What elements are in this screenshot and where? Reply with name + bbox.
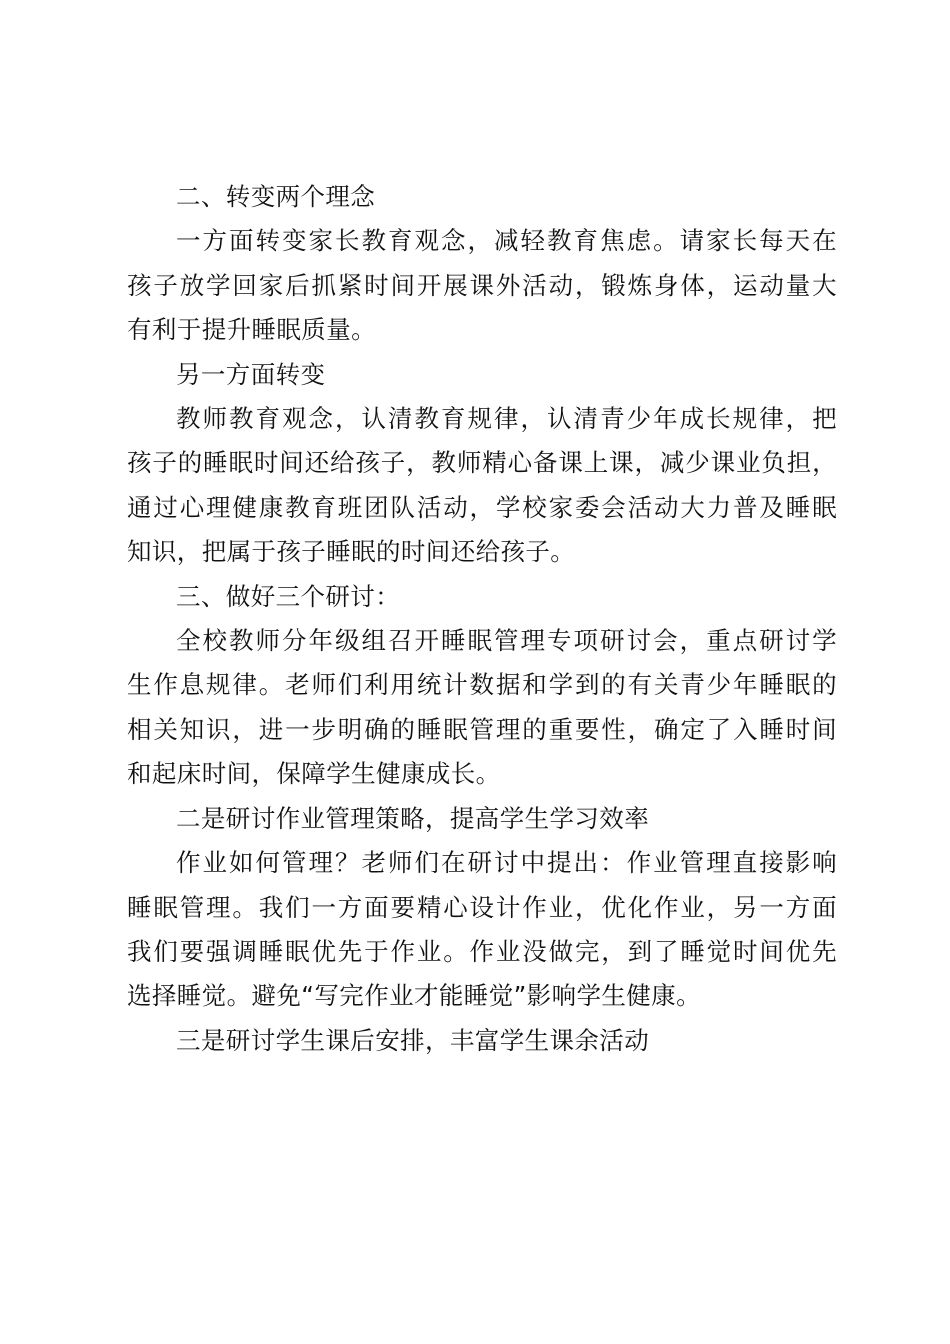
document-body [127, 175, 837, 1063]
paragraph-homework-management [127, 841, 837, 1019]
text-line: 通过心理健康教育班团队活动，学校家委会活动大力普及睡眠 [127, 492, 837, 522]
text-line: 三是研讨学生课后安排，丰富学生课余活动 [176, 1025, 650, 1055]
paragraph-teachers-concept [127, 397, 837, 575]
text-line: 全校教师分年级组召开睡眠管理专项研讨会，重点研讨学 [176, 626, 837, 656]
text-line: 有利于提升睡眠质量。 [127, 315, 376, 345]
paragraph-parents-concept [127, 219, 837, 352]
section-heading-two-concepts [127, 175, 837, 219]
text-line: 生作息规律。老师们利用统计数据和学到的有关青少年睡眠的 [127, 670, 837, 700]
paragraph-after-school-heading [127, 1019, 837, 1063]
text-line: 作业如何管理？老师们在研讨中提出：作业管理直接影响 [176, 848, 837, 878]
text-line: 三、做好三个研讨： [176, 581, 401, 611]
text-line: 知识，把属于孩子睡眠的时间还给孩子。 [127, 537, 576, 567]
text-line: 一方面转变家长教育观念，减轻教育焦虑。请家长每天在 [176, 226, 837, 256]
paragraph-other-side [127, 353, 837, 397]
section-heading-three-seminars [127, 575, 837, 619]
paragraph-sleep-seminar [127, 619, 837, 797]
text-line: 孩子放学回家后抓紧时间开展课外活动，锻炼身体，运动量大 [127, 270, 837, 300]
text-line: 二是研讨作业管理策略，提高学生学习效率 [176, 803, 650, 833]
text-line: 二、转变两个理念 [176, 182, 376, 211]
text-line: 和起床时间，保障学生健康成长。 [127, 759, 501, 789]
paragraph-homework-heading [127, 797, 837, 841]
text-line: 孩子的睡眠时间还给孩子，教师精心备课上课，减少课业负担， [127, 448, 837, 478]
text-line: 选择睡觉。避免“写完作业才能睡觉”影响学生健康。 [127, 981, 701, 1011]
text-line: 教师教育观念，认清教育规律，认清青少年成长规律，把 [176, 404, 837, 434]
text-line: 我们要强调睡眠优先于作业。作业没做完，到了睡觉时间优先 [127, 936, 837, 966]
text-line: 睡眠管理。我们一方面要精心设计作业，优化作业，另一方面 [127, 892, 837, 922]
text-line: 相关知识，进一步明确的睡眠管理的重要性，确定了入睡时间 [127, 714, 837, 744]
text-line: 另一方面转变 [176, 359, 326, 389]
